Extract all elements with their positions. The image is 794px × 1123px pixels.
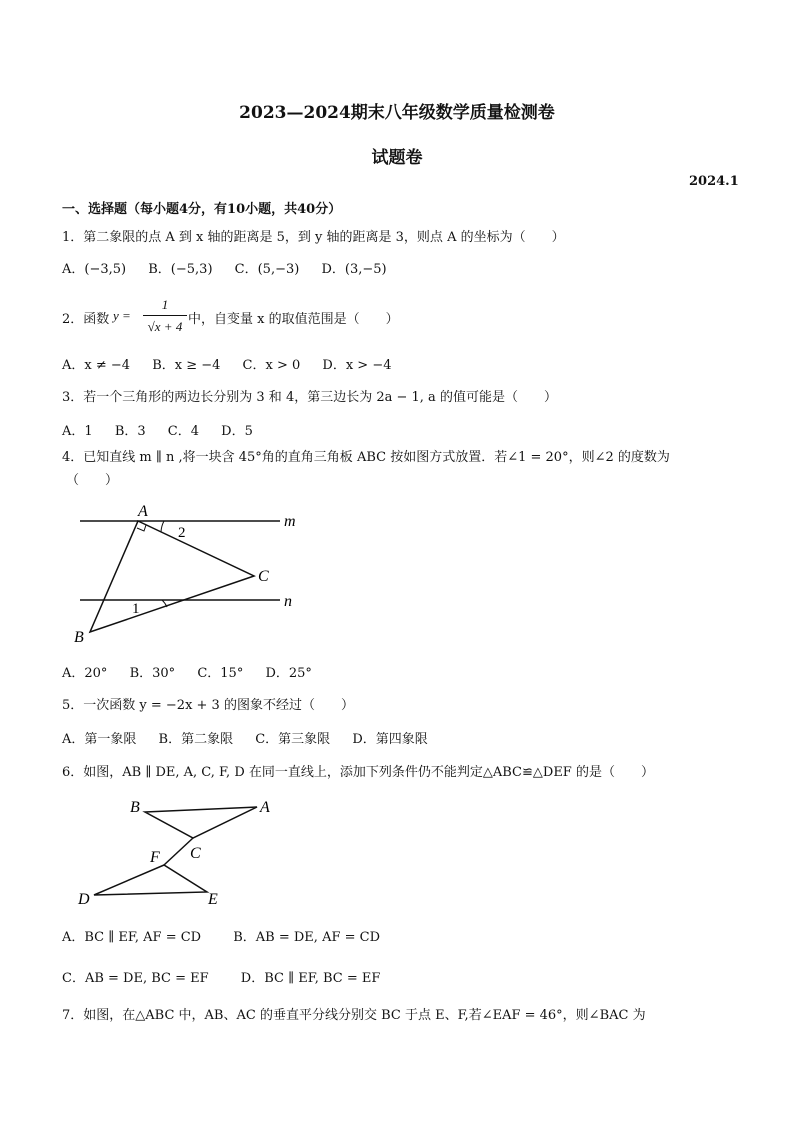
option-b: B．3 <box>114 424 146 439</box>
right-angle-mark <box>137 525 146 531</box>
option-d: D．25° <box>265 666 312 681</box>
formula-numerator: 1 <box>161 297 169 312</box>
option-d: D．5 <box>221 424 253 439</box>
label-e: E <box>208 891 218 908</box>
question-3-options <box>62 420 271 439</box>
option-b: B．30° <box>129 666 176 681</box>
formula-denominator: √x + 4 <box>147 319 183 334</box>
option-a: A．x ≠ −4 <box>62 358 131 373</box>
question-7-stem: 7．如图，在△ABC 中，AB、AC 的垂直平分线分别交 BC 于点 E、F,若∠EAF = 46°，则∠BAC 为 <box>62 1008 646 1023</box>
option-c: C．15° <box>197 666 244 681</box>
option-c: C．x > 0 <box>242 358 301 373</box>
label-n: n <box>284 593 292 610</box>
label-f: F <box>150 849 160 866</box>
option-a: A．1 <box>62 424 93 439</box>
option-a: A．第一象限 <box>62 732 137 747</box>
option-b: B．AB = DE, AF = CD <box>233 930 380 945</box>
label-a: A <box>260 799 270 816</box>
question-6-options-row-2 <box>62 967 398 986</box>
question-4-stem-line2: （ ） <box>66 473 119 488</box>
label-a: A <box>138 503 148 520</box>
question-2-options <box>62 354 409 373</box>
question-1-stem: 1．第二象限的点 A 到 x 轴的距离是 5，到 y 轴的距离是 3，则点 A 的坐标为（ ） <box>62 230 565 245</box>
segment-cf <box>164 838 193 865</box>
label-2: 2 <box>178 525 186 541</box>
question-2-suffix: 中，自变量 x 的取值范围是（ ） <box>188 312 399 327</box>
page-title: 2023—2024期末八年级数学质量检测卷 <box>239 103 555 123</box>
question-2-prefix: 2．函数 <box>62 312 110 327</box>
fraction-bar <box>143 315 187 316</box>
triangle-abc <box>145 807 257 838</box>
exam-date: 2024.1 <box>689 174 739 189</box>
option-b: B．x ≥ −4 <box>152 358 221 373</box>
question-5-options <box>62 728 446 747</box>
question-4-options <box>62 662 330 681</box>
label-d: D <box>78 891 90 908</box>
option-c: C．AB = DE, BC = EF <box>62 971 209 986</box>
question-1-options <box>62 258 405 277</box>
question-6-stem: 6．如图，AB ∥ DE, A, C, F, D 在同一直线上，添加下列条件仍不能判定△ABC≌△DEF 的是（ ） <box>62 765 654 780</box>
label-c: C <box>258 568 269 585</box>
option-c: C．4 <box>167 424 199 439</box>
option-a: A．20° <box>62 666 108 681</box>
option-a: A．(−3,5) <box>62 262 127 277</box>
option-b: B．(−5,3) <box>148 262 213 277</box>
label-b: B <box>74 629 84 646</box>
label-m: m <box>284 513 296 530</box>
question-5-stem: 5．一次函数 y = −2x + 3 的图象不经过（ ） <box>62 698 354 713</box>
label-c: C <box>190 845 201 862</box>
option-b: B．第二象限 <box>158 732 234 747</box>
label-1: 1 <box>132 601 140 617</box>
option-a: A．BC ∥ EF, AF = CD <box>62 930 202 945</box>
question-3-stem: 3．若一个三角形的两边长分别为 3 和 4，第三边长为 2a − 1, a 的值可能是（ ） <box>62 390 557 405</box>
figure-q4-parallel-lines-triangle <box>70 496 310 648</box>
angle-2-arc <box>161 521 164 532</box>
triangle-def <box>94 865 207 895</box>
figure-q6-congruent-triangles <box>70 792 280 912</box>
formula-lhs: y = <box>113 308 131 323</box>
triangle-abc <box>90 521 254 632</box>
option-d: D．第四象限 <box>352 732 428 747</box>
option-d: D．x > −4 <box>322 358 392 373</box>
question-4-stem: 4．已知直线 m ∥ n ,将一块含 45°角的直角三角板 ABC 按如图方式放置．若∠1 = 20°，则∠2 的度数为 <box>62 450 670 465</box>
question-6-options-row-1 <box>62 926 398 945</box>
option-c: C．第三象限 <box>255 732 331 747</box>
section-heading: 一、选择题（每小题4分，有10小题，共40分） <box>62 202 342 217</box>
page-subtitle: 试题卷 <box>371 148 423 168</box>
option-d: D．BC ∥ EF, BC = EF <box>240 971 381 986</box>
option-d: D．(3,−5) <box>321 262 387 277</box>
option-c: C．(5,−3) <box>234 262 300 277</box>
label-b: B <box>130 799 140 816</box>
